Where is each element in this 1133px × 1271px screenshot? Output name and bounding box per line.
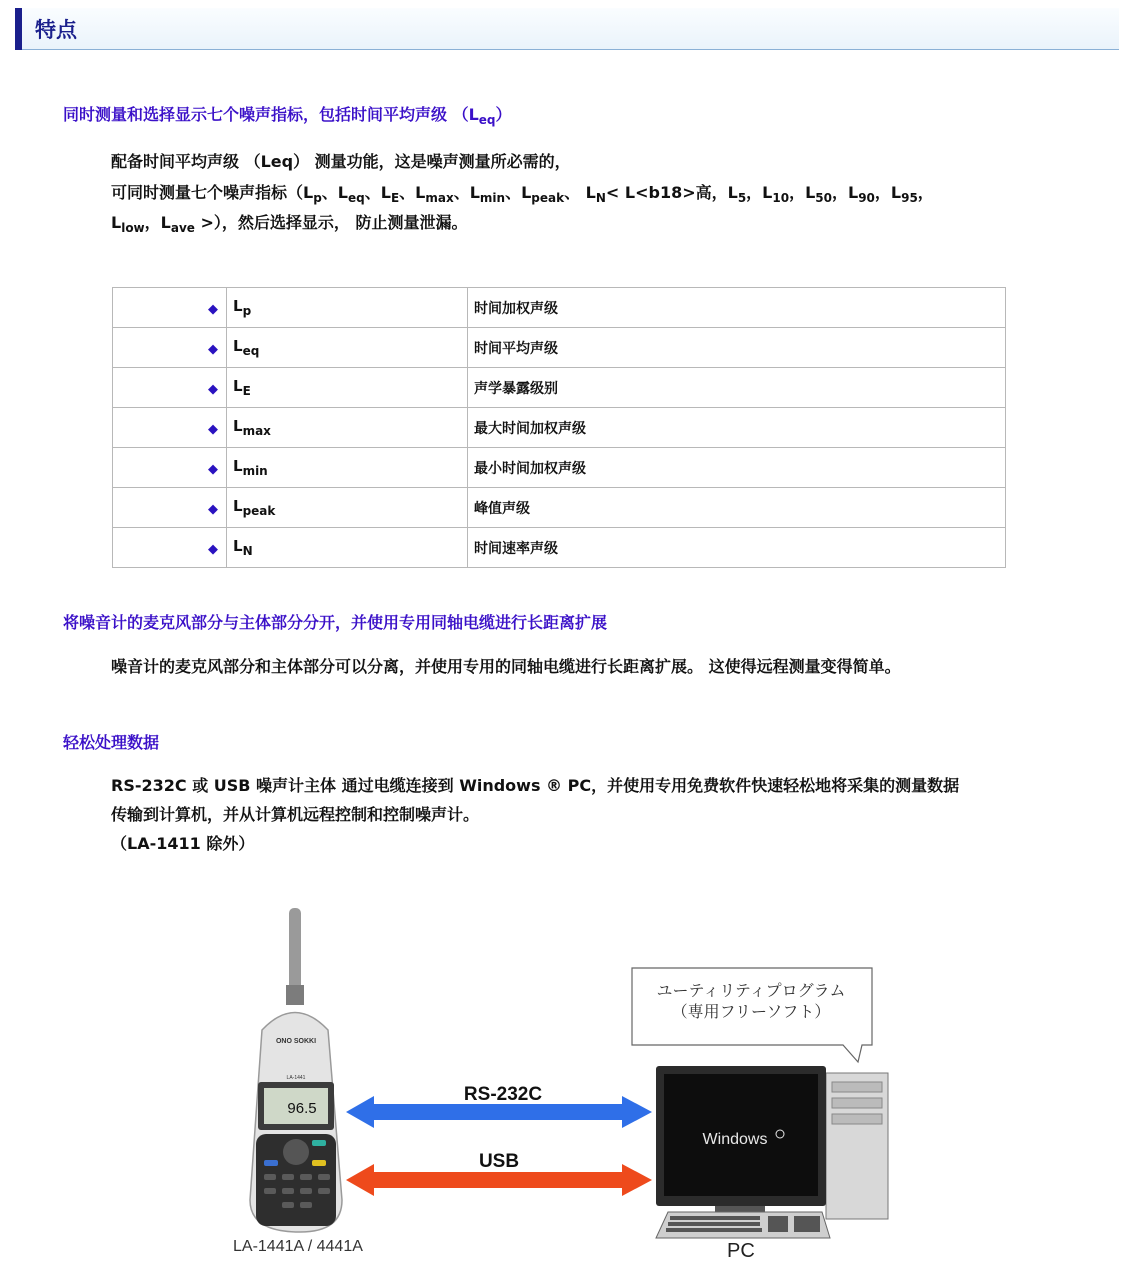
feature2-body: 噪音计的麦克风部分和主体部分可以分离，并使用专用的同轴电缆进行长距离扩展。 这使得远程测量变得简单。 [111,657,901,676]
feature3-title: 轻松处理数据 [63,733,160,752]
index-symbol-sub: min [242,464,268,478]
diamond-bullet-icon: ◆ [208,422,218,437]
table-row [113,528,1006,568]
index-symbol: L [233,377,243,395]
index-symbol: L [233,417,243,435]
feature1-title-end: ） [495,105,512,124]
index-desc-cell: 时间平均声级 [468,328,1006,368]
index-desc-cell: 声学暴露级别 [468,368,1006,408]
idx-l95-sub: 95 [901,191,918,206]
table-row [113,328,1006,368]
index-symbol: L [233,297,243,315]
device-key-yellow [312,1160,326,1166]
noise-index-table-body [113,288,1006,568]
diamond-bullet-icon: ◆ [208,462,218,477]
idx-lave-sub: ave [170,221,195,236]
device-key-teal [312,1140,326,1146]
pc-tower-bay [832,1114,882,1124]
header-accent-bar [15,8,22,50]
keyboard-keys [666,1216,820,1232]
pc-tower [826,1073,888,1219]
pc-tower-bay [832,1098,882,1108]
bullet-cell [113,448,227,488]
feature1-line3: $L_{low}$，$L_{ave}$ >），然后选择显示， 防止测量泄漏。 [111,213,468,236]
index-symbol-sub: p [242,304,252,318]
idx-l10-sub: 10 [772,191,790,206]
index-symbol: L [233,537,243,555]
index-symbol-cell [227,408,468,448]
diamond-bullet-icon: ◆ [208,542,218,557]
index-symbol-cell [227,528,468,568]
feature1-line2-prefix: 可同时测量七个噪声指标（L [111,183,314,202]
device-dial [283,1139,309,1165]
index-symbol-cell [227,488,468,528]
idx-lmin-sub: min [479,191,506,206]
index-desc-cell: 时间速率声级 [468,528,1006,568]
device-brand: ONO SOKKI [275,1038,317,1045]
index-symbol-sub: N [242,544,253,558]
bullet-cell [113,328,227,368]
index-symbol-cell [227,288,468,328]
index-symbol-cell [227,328,468,368]
table-row [113,408,1006,448]
section-header [15,8,1119,50]
bullet-cell [113,368,227,408]
device-display-value: 96.5 [287,1100,317,1117]
idx-ln-sub: N [595,191,606,206]
device-key-blue [264,1160,278,1166]
bullet-cell [113,528,227,568]
microphone-base [286,985,304,1005]
callout-line2: （専用フリーソフト） [671,1002,831,1021]
diamond-bullet-icon: ◆ [208,302,218,317]
feature1-title-sub: eq [478,113,496,128]
index-symbol-sub: peak [242,504,276,518]
table-row [113,488,1006,528]
noise-index-table [112,287,1006,568]
table-row [113,368,1006,408]
index-symbol: L [233,337,243,355]
callout-line1: ユーティリティプログラム [656,981,846,1000]
feature1-line1: 配备时间平均声级 （Leq） 测量功能，这是噪声测量所必需的， [111,152,571,171]
feature1-line2-tail: < L<b18>高，L [605,183,738,202]
idx-le-sub: E [390,191,400,206]
bullet-cell [113,408,227,448]
index-symbol-cell [227,448,468,488]
index-symbol: L [233,457,243,475]
table-row [113,448,1006,488]
index-desc-cell: 最大时间加权声级 [468,408,1006,448]
feature2-title: 将噪音计的麦克风部分与主体部分分开，并使用专用同轴电缆进行长距离扩展 [63,613,608,632]
idx-lmax-sub: max [425,191,454,206]
feature1-title-text: 同时测量和选择显示七个噪声指标，包括时间平均声级 （L [63,105,479,124]
index-symbol: L [233,497,243,515]
idx-l90-sub: 90 [858,191,875,206]
idx-lp-sub: p [313,191,322,206]
feature3-line1: RS-232C 或 USB 噪声计主体 通过电缆连接到 Windows ® PC，并使用专用免费软件快速轻松地将采集的测量数据 [111,776,960,795]
device-caption: LA-1441A / 4441A [233,1238,363,1255]
bullet-cell [113,288,227,328]
idx-l5-sub: 5 [737,191,747,206]
connection-diagram [225,900,915,1270]
idx-llow-sub: low [121,221,145,236]
index-symbol-sub: eq [242,344,260,358]
feature1-line2: 可同时测量七个噪声指标（$L_p$、$L_{eq}$、$L_E$、$L_{max}$、$L_{min}$、$L_{peak}$、 $L_N< L<b18>$高，$L_5$，$L_{10}$，$L_{50}$，$L_{90}$，$L_{95}$， [111,183,934,206]
bullet-cell [113,488,227,528]
index-desc-cell: 峰值声级 [468,488,1006,528]
software-callout-text [636,980,866,1022]
usb-label: USB [478,1151,520,1172]
index-symbol-sub: max [242,424,271,438]
feature1-title [63,102,512,127]
idx-lpeak-sub: peak [531,191,565,206]
pc-tower-bay [832,1082,882,1092]
index-symbol-cell [227,368,468,408]
device-model: LA-1441 [286,1075,306,1081]
diamond-bullet-icon: ◆ [208,342,218,357]
rs232c-label: RS-232C [463,1084,543,1105]
idx-leq-sub: eq [348,191,365,206]
feature1-line3-tail: >），然后选择显示， 防止测量泄漏。 [194,213,468,232]
index-desc-cell: 最小时间加权声级 [468,448,1006,488]
table-row [113,288,1006,328]
pc-caption: PC [727,1240,755,1262]
feature3-line3: （LA-1411 除外） [111,834,255,853]
feature3-line2: 传输到计算机，并从计算机远程控制和控制噪声计。 [111,805,480,824]
diamond-bullet-icon: ◆ [208,382,218,397]
page-title: 特点 [35,18,77,42]
idx-l50-sub: 50 [815,191,832,206]
diamond-bullet-icon: ◆ [208,502,218,517]
index-desc-cell: 时间加权声级 [468,288,1006,328]
windows-logo-text: Windows [702,1131,768,1148]
index-symbol-sub: E [242,384,251,398]
